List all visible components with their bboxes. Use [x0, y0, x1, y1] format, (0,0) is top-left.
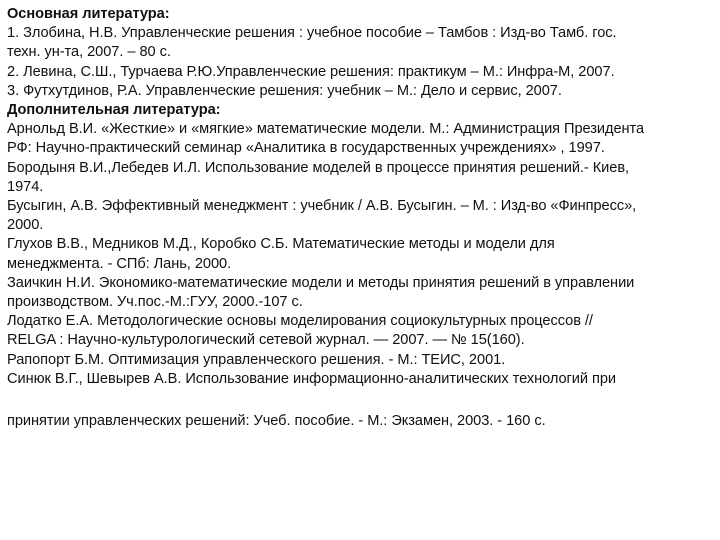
extra-item-line: менеджмента. - СПб: Лань, 2000. [7, 255, 232, 272]
literature-list [7, 5, 719, 431]
extra-item-line: Глухов В.В., Медников М.Д., Коробко С.Б. Математические методы и модели для [7, 236, 555, 253]
main-item-line: 2. Левина, С.Ш., Турчаева Р.Ю.Управленческие решения: практикум – М.: Инфра-М, 2007. [7, 63, 615, 80]
main-item-line: 3. Футхутдинов, Р.А. Управленческие решения: учебник – М.: Дело и сервис, 2007. [7, 82, 562, 99]
extra-item-line: 1974. [7, 178, 44, 195]
extra-item-line: РФ: Научно-практический семинар «Аналитика в государственных учреждениях» , 1997. [7, 140, 605, 157]
extra-item-line: Бусыгин, А.В. Эффективный менеджмент : учебник / А.В. Бусыгин. – М. : Изд-во «Финпресс», [7, 198, 637, 215]
continuation-line: принятии управленческих решений: Учеб. пособие. - М.: Экзамен, 2003. - 160 с. [7, 413, 546, 430]
extra-item-line: Бородыня В.И.,Лебедев И.Л. Использование моделей в процессе принятия решений.- Киев, [7, 159, 630, 176]
extra-item-line: Рапопорт Б.М. Оптимизация управленческого решения. - М.: ТЕИС, 2001. [7, 351, 506, 368]
paragraph-gap [7, 389, 719, 412]
main-item-line: техн. ун-та, 2007. – 80 с. [7, 44, 171, 61]
extra-item-line: 2000. [7, 217, 44, 234]
extra-literature-heading: Дополнительная литература: [7, 102, 221, 119]
extra-item-line: Заичкин Н.И. Экономико-математические модели и методы принятия решений в управлении [7, 274, 635, 291]
main-literature-heading: Основная литература: [7, 6, 170, 22]
extra-item-line: Лодатко Е.А. Методологические основы моделирования социокультурных процессов // [7, 313, 593, 330]
extra-item-line: Арнольд В.И. «Жесткие» и «мягкие» математические модели. М.: Администрация Президента [7, 121, 645, 138]
extra-item-line: производством. Уч.пос.-М.:ГУУ, 2000.-107 с. [7, 294, 303, 311]
main-item-line: 1. Злобина, Н.В. Управленческие решения : учебное пособие – Тамбов : Изд-во Тамб. гос. [7, 25, 617, 42]
extra-item-line: Синюк В.Г., Шевырев А.В. Использование информационно-аналитических технологий при [7, 370, 617, 387]
extra-item-line: RELGA : Научно-культурологический сетевой журнал. — 2007. — № 15(160). [7, 332, 525, 349]
